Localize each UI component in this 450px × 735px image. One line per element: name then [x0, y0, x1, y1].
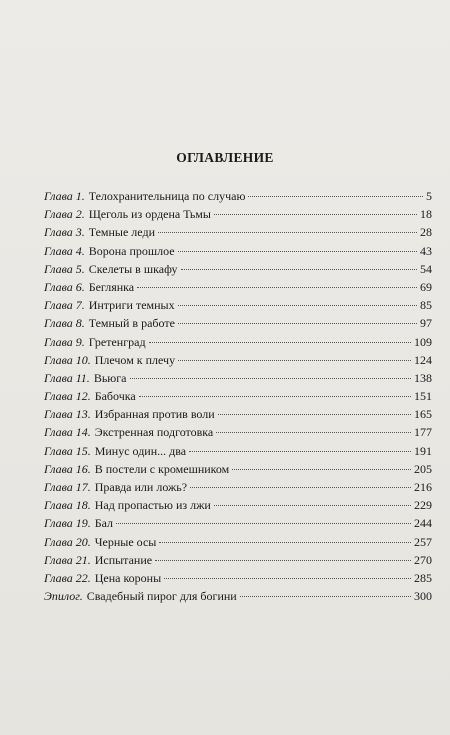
chapter-label: Эпилог. — [44, 589, 83, 604]
dot-leader — [137, 274, 417, 288]
page-number: 54 — [420, 261, 432, 276]
chapter-label: Глава 2. — [44, 207, 85, 222]
page-number: 124 — [414, 352, 432, 367]
dot-leader — [178, 238, 417, 252]
chapter-title: Избранная против воли — [94, 407, 215, 422]
chapter-title: В постели с кромешником — [94, 461, 230, 476]
dot-leader — [116, 510, 411, 524]
dot-leader — [159, 529, 411, 543]
chapter-title: Темный в работе — [88, 316, 175, 331]
page-number: 229 — [414, 498, 432, 513]
chapter-label: Глава 22. — [44, 570, 91, 585]
dot-leader — [240, 583, 411, 597]
chapter-label: Глава 7. — [44, 298, 85, 313]
page-number: 97 — [420, 316, 432, 331]
chapter-title: Вьюга — [93, 370, 127, 385]
page-number: 205 — [414, 461, 432, 476]
page-number: 5 — [426, 189, 432, 203]
chapter-label: Глава 16. — [44, 461, 91, 476]
chapter-label: Глава 8. — [44, 316, 85, 331]
chapter-label: Глава 14. — [44, 425, 91, 440]
dot-leader — [189, 438, 411, 452]
dot-leader — [155, 547, 411, 561]
dot-leader — [164, 565, 411, 579]
dot-leader — [139, 383, 411, 397]
dot-leader — [158, 219, 417, 233]
chapter-label: Глава 20. — [44, 534, 91, 549]
dot-leader — [181, 256, 417, 270]
page-number: 191 — [414, 443, 432, 458]
dot-leader — [248, 183, 423, 197]
dot-leader — [214, 201, 417, 215]
dot-leader — [216, 419, 411, 433]
page-number: 109 — [414, 334, 432, 349]
page-number: 257 — [414, 534, 432, 549]
dot-leader — [218, 401, 411, 415]
page-number: 151 — [414, 389, 432, 404]
table-of-contents — [44, 186, 432, 604]
chapter-title: Цена короны — [94, 570, 162, 585]
page-number: 177 — [414, 425, 432, 440]
chapter-title: Телохранительница по случаю — [88, 189, 246, 203]
chapter-title: Плечом к плечу — [94, 352, 176, 367]
dot-leader — [178, 292, 417, 306]
chapter-title: Черные осы — [94, 534, 157, 549]
chapter-label: Глава 6. — [44, 279, 85, 294]
dot-leader — [149, 329, 411, 343]
page-number: 216 — [414, 480, 432, 494]
dot-leader — [130, 365, 411, 379]
chapter-title: Испытание — [94, 552, 153, 567]
chapter-label: Глава 18. — [44, 498, 91, 513]
page-number: 285 — [414, 570, 432, 585]
chapter-title: Правда или ложь? — [94, 480, 188, 494]
page-number: 85 — [420, 298, 432, 313]
chapter-label: Глава 9. — [44, 334, 85, 349]
chapter-label: Глава 11. — [44, 370, 90, 385]
chapter-title: Щеголь из ордена Тьмы — [88, 207, 211, 222]
dot-leader — [178, 310, 417, 324]
chapter-label: Глава 13. — [44, 407, 91, 422]
dot-leader — [232, 456, 411, 470]
chapter-title: Бал — [94, 516, 114, 531]
chapter-title: Гретенград — [88, 334, 146, 349]
page-number: 138 — [414, 370, 432, 385]
dot-leader — [214, 492, 411, 506]
chapter-label: Глава 1. — [44, 189, 85, 203]
page-number: 18 — [420, 207, 432, 222]
chapter-title: Бабочка — [94, 389, 136, 404]
chapter-label: Глава 3. — [44, 225, 85, 240]
chapter-title: Над пропастью из лжи — [94, 498, 211, 513]
chapter-label: Глава 5. — [44, 261, 85, 276]
chapter-label: Глава 15. — [44, 443, 91, 458]
chapter-label: Глава 19. — [44, 516, 91, 531]
page-number: 270 — [414, 552, 432, 567]
page-number: 165 — [414, 407, 432, 422]
chapter-title: Скелеты в шкафу — [88, 261, 178, 276]
chapter-title: Интриги темных — [88, 298, 175, 313]
chapter-title: Минус один... два — [94, 443, 187, 458]
page-number: 69 — [420, 279, 432, 294]
dot-leader — [178, 347, 411, 361]
page-number: 300 — [414, 589, 432, 604]
chapter-title: Ворона прошлое — [88, 243, 175, 258]
chapter-title: Экстренная подготовка — [94, 425, 214, 440]
toc-entry — [44, 586, 432, 604]
chapter-label: Глава 21. — [44, 552, 91, 567]
chapter-label: Глава 4. — [44, 243, 85, 258]
chapter-label: Глава 17. — [44, 480, 91, 494]
page-title: ОГЛАВЛЕНИЕ — [176, 150, 274, 165]
chapter-title: Беглянка — [88, 279, 135, 294]
chapter-label: Глава 10. — [44, 352, 91, 367]
chapter-title: Свадебный пирог для богини — [86, 589, 237, 604]
chapter-title: Темные леди — [88, 225, 155, 240]
page-number: 28 — [420, 225, 432, 240]
chapter-label: Глава 12. — [44, 389, 91, 404]
page-number: 244 — [414, 516, 432, 531]
page-number: 43 — [420, 243, 432, 258]
dot-leader — [190, 474, 411, 488]
